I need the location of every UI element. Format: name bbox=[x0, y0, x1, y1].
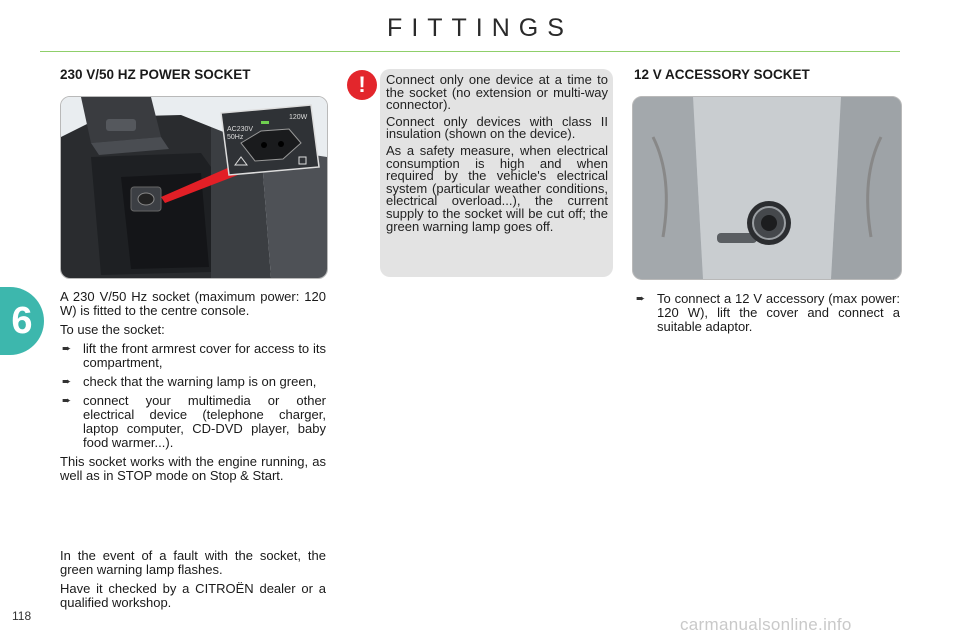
dealer-note: Have it checked by a CITROËN dealer or a qualified workshop. bbox=[60, 581, 326, 610]
bullet-arrow-icon: ➨ bbox=[62, 395, 72, 407]
bullet-arrow-icon: ➨ bbox=[636, 293, 646, 305]
bullet-arrow-icon: ➨ bbox=[62, 343, 72, 355]
list-item: ➨ check that the warning lamp is on green, bbox=[62, 374, 317, 389]
warning-p3: As a safety measure, when electrical consumption is high and when required by the vehicle's electrical system (particular weather conditions, electrical overload...), the current supply to the socket will be cut off; the green warning lamp goes off. bbox=[386, 142, 608, 234]
power-socket-heading: 230 V/50 HZ POWER SOCKET bbox=[60, 67, 251, 82]
fault-text bbox=[60, 549, 326, 615]
list-item: ➨ connect your multimedia or other electrical device (telephone charger, laptop computer, CD-DVD player, baby food warmer...). bbox=[62, 393, 326, 450]
socket-label-power: 120W bbox=[289, 114, 308, 121]
watermark: carmanualsonline.info bbox=[680, 615, 852, 634]
accessory-socket-heading: 12 V ACCESSORY SOCKET bbox=[634, 67, 810, 82]
accessory-socket-photo bbox=[632, 96, 902, 280]
page-title: FITTINGS bbox=[387, 14, 573, 42]
page-number: 118 bbox=[12, 609, 32, 623]
accessory-socket-text bbox=[634, 292, 900, 339]
warning-p1: Connect only one device at a time to the socket (no extension or multi-way connector). bbox=[386, 72, 608, 113]
console-socket-photo bbox=[60, 96, 328, 279]
warning-p2: Connect only devices with class II insulation (shown on the device). bbox=[386, 113, 608, 142]
bullet-arrow-icon: ➨ bbox=[62, 376, 72, 388]
list-item: ➨ lift the front armrest cover for access to its compartment, bbox=[62, 341, 326, 370]
header-divider bbox=[40, 51, 900, 52]
warning-exclamation-icon: ! bbox=[347, 70, 377, 100]
power-socket-text bbox=[60, 290, 326, 488]
fault-note: In the event of a fault with the socket, the green warning lamp flashes. bbox=[60, 548, 326, 577]
socket-label-frequency: 50Hz bbox=[227, 134, 244, 141]
engine-note: This socket works with the engine running, as well as in STOP mode on Stop & Start. bbox=[60, 454, 326, 483]
socket-label-voltage: AC230V bbox=[227, 126, 254, 133]
power-socket-use-label: To use the socket: bbox=[60, 322, 165, 337]
chapter-number: 6 bbox=[11, 300, 33, 342]
list-item: ➨ To connect a 12 V accessory (max power: 120 W), lift the cover and connect a suitable adaptor. bbox=[636, 291, 900, 334]
warning-text bbox=[386, 74, 608, 237]
power-socket-intro: A 230 V/50 Hz socket (maximum power: 120 W) is fitted to the centre console. bbox=[60, 289, 326, 318]
